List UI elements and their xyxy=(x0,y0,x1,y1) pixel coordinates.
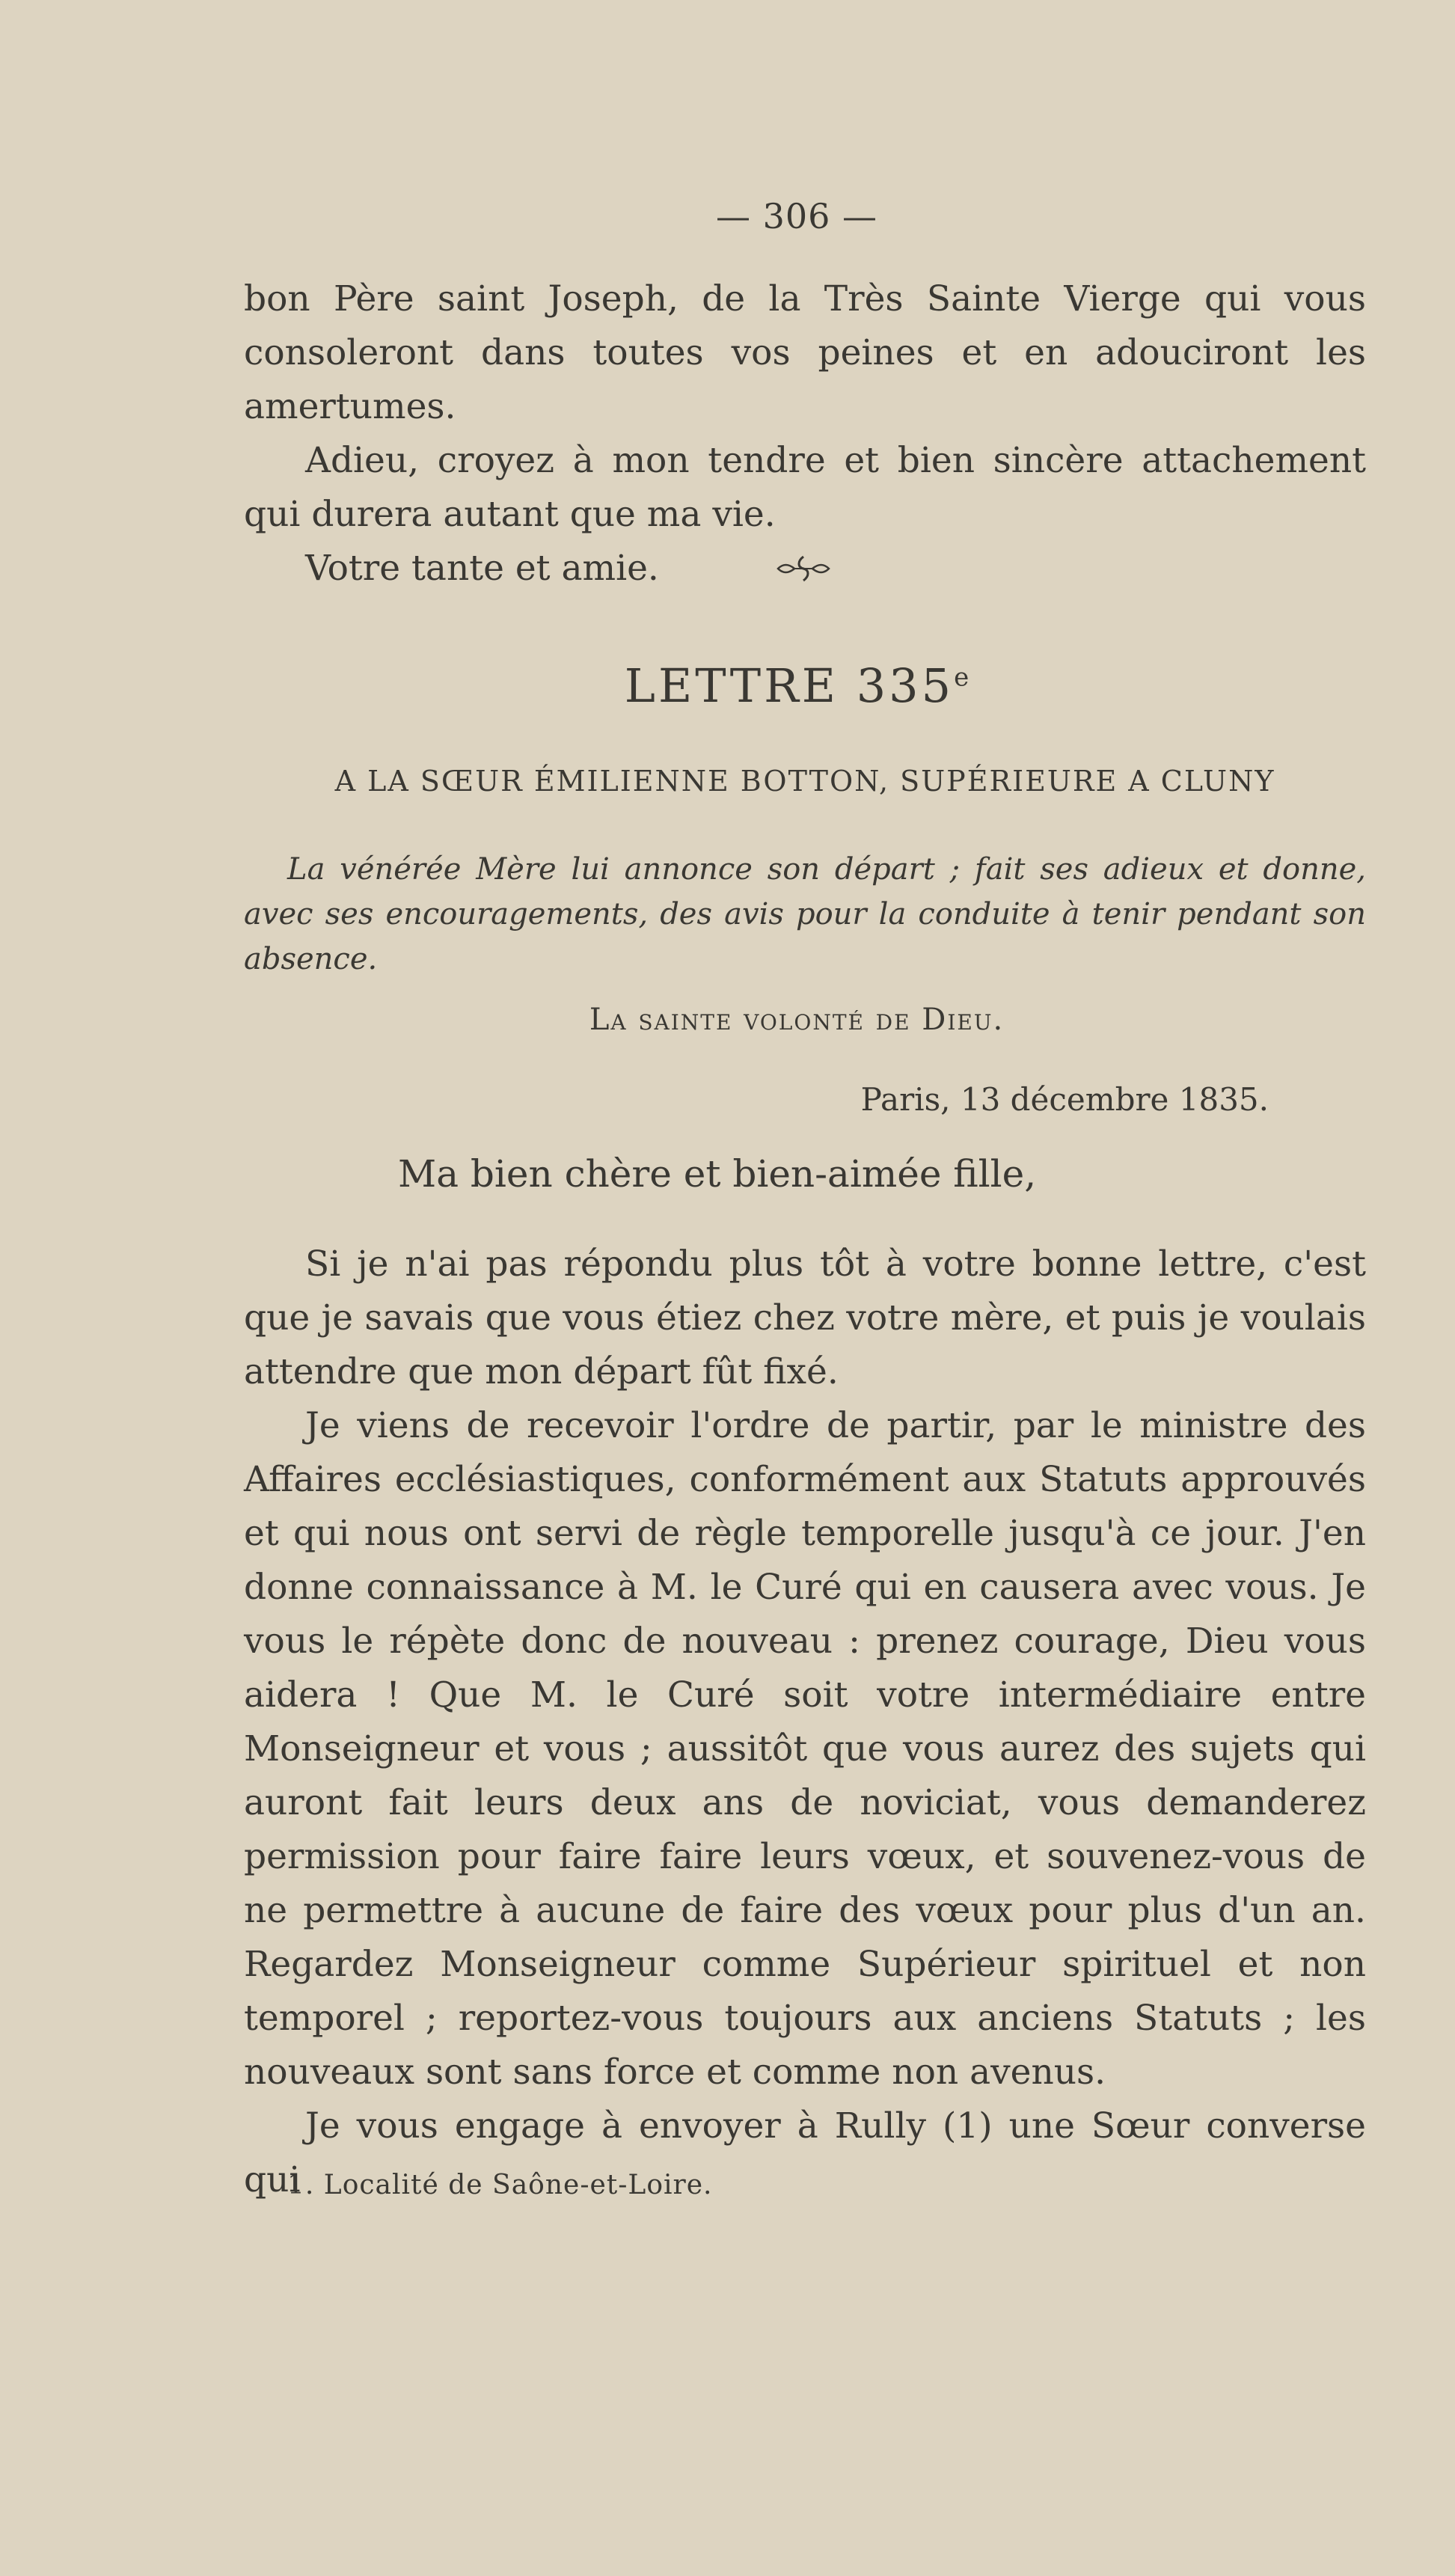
letter-summary: La vénérée Mère lui annonce son départ ; fait ses adieux et donne, avec ses encouragements, des avis pour la conduite à tenir pendant son absence. xyxy=(244,852,1366,976)
opening-paragraph: bon Père saint Joseph, de la Très Sainte Vierge qui vous consoleront dans toutes vos peines et en adouciront les amertumes. xyxy=(244,278,1366,427)
place-date: Paris, 13 décembre 1835. xyxy=(860,1081,1269,1118)
body-paragraph: Je vous engage à envoyer à Rully (1) une Sœur converse qui xyxy=(244,2105,1366,2200)
letter-title-suffix: e xyxy=(954,662,970,693)
letter-motto: La sainte volonté de Dieu. xyxy=(589,1003,1005,1037)
salutation: Ma bien chère et bien-aimée fille, xyxy=(398,1152,1037,1196)
letter-recipient: A LA SŒUR ÉMILIENNE BOTTON, SUPÉRIEURE A CLUNY xyxy=(334,765,1275,798)
body-paragraph: Si je n'ai pas répondu plus tôt à votre bonne lettre, c'est que je savais que vous étiez chez votre mère, et puis je voulais attendre que mon départ fût fixé. xyxy=(244,1243,1366,1392)
page-number: — 306 — xyxy=(715,196,878,236)
fleuron-ornament-icon xyxy=(775,554,832,584)
opening-paragraph: Adieu, croyez à mon tendre et bien sincère attachement qui durera autant que ma vie. xyxy=(244,440,1366,535)
footnote: 1. Localité de Saône-et-Loire. xyxy=(287,2170,713,2200)
letter-title-text: LETTRE 335 xyxy=(624,658,955,713)
letter-title xyxy=(0,658,1455,713)
letter-body xyxy=(244,1237,1366,2207)
body-paragraph: Je viens de recevoir l'ordre de partir, par le ministre des Affaires ecclésiastiques, conformément aux Statuts approuvés et qui nous ont servi de règle temporelle jusqu'à ce jour. J'en donne connaissance à M. le Curé qui en causera avec vous. Je vous le répète donc de nouveau : prenez courage, Dieu vous aidera ! Que M. le Curé soit votre intermédiaire entre Monseigneur et vous ; aussitôt que vous aurez des sujets qui auront fait leurs deux ans de noviciat, vous demanderez permission pour faire faire leurs vœux, et souvenez-vous de ne permettre à aucune de faire des vœux pour plus d'un an. Regardez Monseigneur comme Supérieur spirituel et non temporel ; reportez-vous toujours aux anciens Statuts ; les nouveaux sont sans force et comme non avenus. xyxy=(244,1405,1366,2093)
closing-signature: Votre tante et amie. xyxy=(305,548,659,589)
opening-text xyxy=(244,272,1366,596)
